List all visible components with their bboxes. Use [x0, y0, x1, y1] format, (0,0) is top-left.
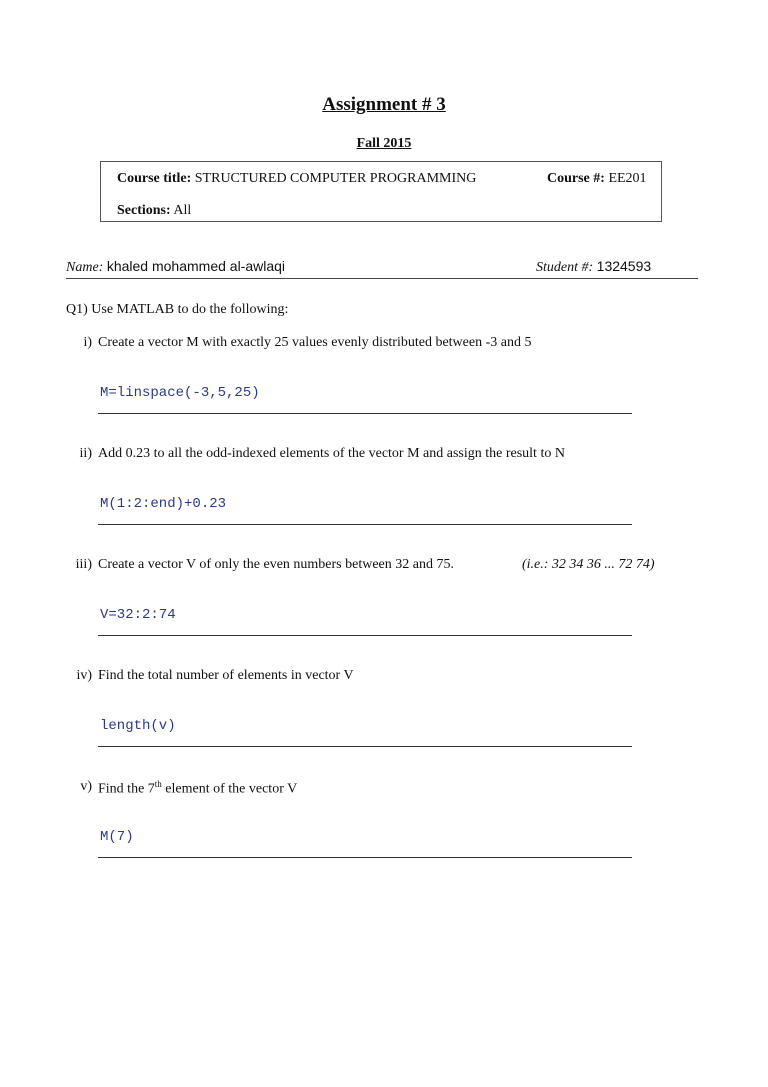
course-number-value: EE201 [608, 171, 647, 186]
sections-row [117, 203, 191, 219]
question-heading: Q1) Use MATLAB to do the following: [66, 302, 289, 317]
answer-line-i [98, 413, 632, 414]
answer-v[interactable]: M(7) [100, 829, 134, 845]
student-id-group [536, 258, 651, 276]
answer-line-v [98, 857, 632, 858]
student-name-group [66, 258, 285, 276]
item-number: ii) [79, 446, 92, 461]
course-number-row [547, 171, 647, 187]
item-text-after: element of the vector V [161, 781, 298, 797]
item-hint: (i.e.: 32 34 36 ... 72 74) [522, 557, 655, 572]
item-text: Create a vector V of only the even numbers between 32 and 75. [98, 557, 454, 572]
student-id-value[interactable]: 1324593 [596, 258, 652, 274]
item-text-before: Find the 7 [98, 781, 155, 797]
course-number-label: Course #: [547, 171, 605, 186]
course-title-value: STRUCTURED COMPUTER PROGRAMMING [194, 171, 477, 186]
item-text: Create a vector M with exactly 25 values evenly distributed between -3 and 5 [98, 335, 532, 350]
student-name-label: Name: [66, 260, 104, 275]
answer-iv[interactable]: length(v) [100, 718, 176, 734]
student-info-row [66, 256, 698, 279]
answer-ii[interactable]: M(1:2:end)+0.23 [100, 496, 227, 512]
course-title-label: Course title: [117, 171, 192, 186]
answer-line-ii [98, 524, 632, 525]
item-number: iv) [76, 668, 92, 683]
course-info-box [100, 161, 662, 222]
student-id-label: Student #: [536, 260, 594, 275]
item-text-superscript: th [154, 779, 162, 789]
item-text: Find the total number of elements in vector V [98, 668, 354, 683]
item-number: iii) [75, 557, 92, 572]
item-number: v) [80, 779, 92, 794]
sections-value: All [173, 203, 192, 218]
answer-iii[interactable]: V=32:2:74 [100, 607, 176, 623]
answer-line-iv [98, 746, 632, 747]
sections-label: Sections: [117, 203, 171, 218]
item-number: i) [83, 335, 92, 350]
answer-i[interactable]: M=linspace(-3,5,25) [100, 385, 260, 401]
page-title: Assignment # 3 [322, 94, 446, 115]
term-label: Fall 2015 [356, 136, 412, 151]
student-name-value[interactable]: khaled mohammed al-awlaqi [106, 258, 286, 274]
answer-line-iii [98, 635, 632, 636]
item-text: Add 0.23 to all the odd-indexed elements of the vector M and assign the result to N [98, 446, 565, 461]
course-title-row [117, 171, 476, 187]
item-text [98, 779, 297, 798]
